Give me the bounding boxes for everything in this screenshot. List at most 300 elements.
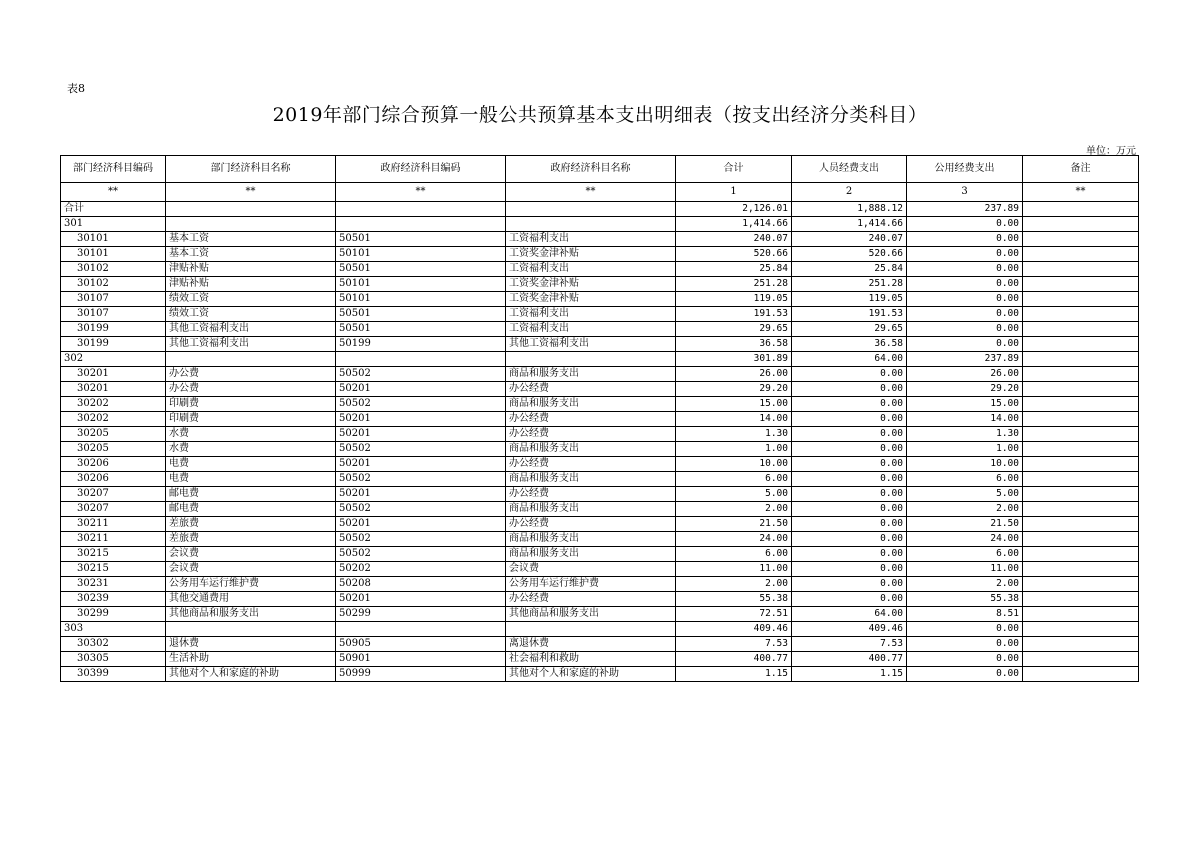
- remark-cell: [1023, 307, 1139, 322]
- total-cell: 11.00: [676, 562, 792, 577]
- dept-code-cell: 30101: [61, 232, 166, 247]
- dept-code-cell: 30202: [61, 412, 166, 427]
- gov-name-cell: 离退休费: [506, 637, 676, 652]
- dept-name-cell: 津贴补贴: [166, 277, 336, 292]
- remark-cell: [1023, 607, 1139, 622]
- dept-name-cell: 会议费: [166, 547, 336, 562]
- gov-name-cell: 工资福利支出: [506, 322, 676, 337]
- table-row: [61, 547, 1139, 562]
- total-cell: 15.00: [676, 397, 792, 412]
- index-cell: **: [506, 183, 676, 202]
- table-row: [61, 517, 1139, 532]
- public-cell: 6.00: [907, 547, 1023, 562]
- dept-code-cell: 30231: [61, 577, 166, 592]
- total-cell: 72.51: [676, 607, 792, 622]
- gov-name-cell: 工资奖金津补贴: [506, 292, 676, 307]
- total-cell: 6.00: [676, 547, 792, 562]
- column-header: 部门经济科目名称: [166, 156, 336, 183]
- index-cell: 1: [676, 183, 792, 202]
- public-cell: 6.00: [907, 472, 1023, 487]
- index-cell: 3: [907, 183, 1023, 202]
- total-cell: 25.84: [676, 262, 792, 277]
- gov-name-cell: 会议费: [506, 562, 676, 577]
- gov-code-cell: 50502: [336, 472, 506, 487]
- personnel-cell: 1,888.12: [792, 202, 907, 217]
- public-cell: 0.00: [907, 652, 1023, 667]
- dept-name-cell: 基本工资: [166, 247, 336, 262]
- table-row: [61, 262, 1139, 277]
- gov-code-cell: [336, 352, 506, 367]
- personnel-cell: 0.00: [792, 367, 907, 382]
- personnel-cell: 0.00: [792, 427, 907, 442]
- total-cell: 2.00: [676, 502, 792, 517]
- total-cell: 7.53: [676, 637, 792, 652]
- public-cell: 0.00: [907, 262, 1023, 277]
- dept-name-cell: 印刷费: [166, 397, 336, 412]
- remark-cell: [1023, 487, 1139, 502]
- dept-code-cell: 30399: [61, 667, 166, 682]
- gov-name-cell: [506, 202, 676, 217]
- personnel-cell: 409.46: [792, 622, 907, 637]
- table-row: [61, 217, 1139, 232]
- gov-name-cell: 办公经费: [506, 487, 676, 502]
- dept-name-cell: 绩效工资: [166, 307, 336, 322]
- public-cell: 0.00: [907, 292, 1023, 307]
- remark-cell: [1023, 232, 1139, 247]
- dept-name-cell: 电费: [166, 472, 336, 487]
- total-cell: 520.66: [676, 247, 792, 262]
- dept-code-cell: 30102: [61, 277, 166, 292]
- public-cell: 1.00: [907, 442, 1023, 457]
- gov-code-cell: 50201: [336, 487, 506, 502]
- dept-name-cell: 办公费: [166, 382, 336, 397]
- total-cell: 400.77: [676, 652, 792, 667]
- dept-code-cell: 30201: [61, 382, 166, 397]
- public-cell: 0.00: [907, 247, 1023, 262]
- dept-name-cell: 其他交通费用: [166, 592, 336, 607]
- remark-cell: [1023, 397, 1139, 412]
- gov-name-cell: 办公经费: [506, 592, 676, 607]
- dept-name-cell: 印刷费: [166, 412, 336, 427]
- gov-code-cell: [336, 622, 506, 637]
- dept-code-cell: 30205: [61, 427, 166, 442]
- total-cell: 36.58: [676, 337, 792, 352]
- total-cell: 14.00: [676, 412, 792, 427]
- dept-code-cell: 30102: [61, 262, 166, 277]
- remark-cell: [1023, 322, 1139, 337]
- remark-cell: [1023, 202, 1139, 217]
- gov-name-cell: 工资福利支出: [506, 232, 676, 247]
- public-cell: 237.89: [907, 202, 1023, 217]
- public-cell: 2.00: [907, 502, 1023, 517]
- dept-code-cell: 30302: [61, 637, 166, 652]
- dept-name-cell: 水费: [166, 427, 336, 442]
- index-cell: **: [166, 183, 336, 202]
- dept-name-cell: [166, 217, 336, 232]
- gov-code-cell: 50501: [336, 262, 506, 277]
- dept-name-cell: [166, 352, 336, 367]
- column-header: 合计: [676, 156, 792, 183]
- total-cell: 55.38: [676, 592, 792, 607]
- personnel-cell: 0.00: [792, 382, 907, 397]
- dept-name-cell: 其他工资福利支出: [166, 322, 336, 337]
- table-row: [61, 532, 1139, 547]
- table-row: [61, 382, 1139, 397]
- dept-name-cell: 生活补助: [166, 652, 336, 667]
- public-cell: 10.00: [907, 457, 1023, 472]
- dept-name-cell: [166, 622, 336, 637]
- public-cell: 0.00: [907, 217, 1023, 232]
- gov-code-cell: 50201: [336, 457, 506, 472]
- public-cell: 14.00: [907, 412, 1023, 427]
- remark-cell: [1023, 517, 1139, 532]
- column-header: 备注: [1023, 156, 1139, 183]
- gov-name-cell: 办公经费: [506, 382, 676, 397]
- gov-code-cell: [336, 202, 506, 217]
- remark-cell: [1023, 532, 1139, 547]
- total-cell: 24.00: [676, 532, 792, 547]
- column-header: 政府经济科目编码: [336, 156, 506, 183]
- gov-name-cell: 工资奖金津补贴: [506, 247, 676, 262]
- dept-name-cell: 邮电费: [166, 502, 336, 517]
- personnel-cell: 251.28: [792, 277, 907, 292]
- table-row: [61, 562, 1139, 577]
- remark-cell: [1023, 217, 1139, 232]
- remark-cell: [1023, 652, 1139, 667]
- gov-code-cell: 50201: [336, 427, 506, 442]
- table-row: [61, 292, 1139, 307]
- gov-code-cell: 50502: [336, 442, 506, 457]
- total-cell: 6.00: [676, 472, 792, 487]
- dept-code-cell: 30215: [61, 562, 166, 577]
- table-row: [61, 307, 1139, 322]
- column-header: 部门经济科目编码: [61, 156, 166, 183]
- table-row: [61, 322, 1139, 337]
- dept-code-cell: 30211: [61, 532, 166, 547]
- table-row: [61, 412, 1139, 427]
- public-cell: 26.00: [907, 367, 1023, 382]
- table-row: [61, 277, 1139, 292]
- remark-cell: [1023, 442, 1139, 457]
- table-row: [61, 352, 1139, 367]
- dept-code-cell: 30107: [61, 307, 166, 322]
- public-cell: 0.00: [907, 322, 1023, 337]
- public-cell: 8.51: [907, 607, 1023, 622]
- gov-name-cell: 办公经费: [506, 517, 676, 532]
- dept-code-cell: 30299: [61, 607, 166, 622]
- table-row: [61, 247, 1139, 262]
- index-cell: **: [61, 183, 166, 202]
- dept-code-cell: 30202: [61, 397, 166, 412]
- gov-name-cell: 工资福利支出: [506, 262, 676, 277]
- personnel-cell: 64.00: [792, 607, 907, 622]
- gov-code-cell: 50502: [336, 367, 506, 382]
- table-row: [61, 472, 1139, 487]
- personnel-cell: 240.07: [792, 232, 907, 247]
- table-row: [61, 622, 1139, 637]
- personnel-cell: 0.00: [792, 592, 907, 607]
- total-cell: 21.50: [676, 517, 792, 532]
- personnel-cell: 0.00: [792, 562, 907, 577]
- gov-code-cell: 50501: [336, 322, 506, 337]
- gov-code-cell: 50502: [336, 547, 506, 562]
- remark-cell: [1023, 457, 1139, 472]
- gov-code-cell: 50101: [336, 292, 506, 307]
- dept-code-cell: 30207: [61, 502, 166, 517]
- gov-name-cell: 商品和服务支出: [506, 547, 676, 562]
- index-cell: **: [1023, 183, 1139, 202]
- personnel-cell: 0.00: [792, 577, 907, 592]
- total-cell: 240.07: [676, 232, 792, 247]
- gov-name-cell: 办公经费: [506, 427, 676, 442]
- dept-name-cell: [166, 202, 336, 217]
- dept-code-cell: 30207: [61, 487, 166, 502]
- gov-code-cell: 50999: [336, 667, 506, 682]
- personnel-cell: 0.00: [792, 442, 907, 457]
- gov-name-cell: 商品和服务支出: [506, 502, 676, 517]
- public-cell: 29.20: [907, 382, 1023, 397]
- page-title: 2019年部门综合预算一般公共预算基本支出明细表（按支出经济分类科目）: [272, 104, 928, 126]
- public-cell: 0.00: [907, 667, 1023, 682]
- gov-code-cell: 50202: [336, 562, 506, 577]
- remark-cell: [1023, 367, 1139, 382]
- remark-cell: [1023, 622, 1139, 637]
- dept-name-cell: 津贴补贴: [166, 262, 336, 277]
- dept-name-cell: 其他商品和服务支出: [166, 607, 336, 622]
- public-cell: 0.00: [907, 307, 1023, 322]
- gov-code-cell: [336, 217, 506, 232]
- total-cell: 1.30: [676, 427, 792, 442]
- remark-cell: [1023, 292, 1139, 307]
- table-number-label: 表8: [67, 82, 85, 95]
- dept-code-cell: 30199: [61, 337, 166, 352]
- total-cell: 2,126.01: [676, 202, 792, 217]
- column-header: 公用经费支出: [907, 156, 1023, 183]
- budget-table: [60, 155, 1139, 682]
- unit-label: 单位：万元: [1086, 146, 1136, 157]
- personnel-cell: 0.00: [792, 397, 907, 412]
- index-cell: 2: [792, 183, 907, 202]
- personnel-cell: 0.00: [792, 457, 907, 472]
- gov-name-cell: 其他商品和服务支出: [506, 607, 676, 622]
- gov-name-cell: 工资福利支出: [506, 307, 676, 322]
- remark-cell: [1023, 472, 1139, 487]
- dept-name-cell: 差旅费: [166, 517, 336, 532]
- table-row: [61, 232, 1139, 247]
- table-row: [61, 577, 1139, 592]
- total-cell: 409.46: [676, 622, 792, 637]
- remark-cell: [1023, 352, 1139, 367]
- public-cell: 0.00: [907, 277, 1023, 292]
- dept-name-cell: 退休费: [166, 637, 336, 652]
- gov-name-cell: 社会福利和救助: [506, 652, 676, 667]
- gov-code-cell: 50299: [336, 607, 506, 622]
- remark-cell: [1023, 277, 1139, 292]
- table-row: [61, 487, 1139, 502]
- gov-code-cell: 50501: [336, 307, 506, 322]
- gov-name-cell: 公务用车运行维护费: [506, 577, 676, 592]
- table-row: [61, 502, 1139, 517]
- dept-code-cell: 301: [61, 217, 166, 232]
- public-cell: 15.00: [907, 397, 1023, 412]
- dept-code-cell: 302: [61, 352, 166, 367]
- total-cell: 119.05: [676, 292, 792, 307]
- gov-code-cell: 50201: [336, 382, 506, 397]
- table-row: [61, 442, 1139, 457]
- remark-cell: [1023, 262, 1139, 277]
- gov-code-cell: 50101: [336, 247, 506, 262]
- gov-code-cell: 50502: [336, 397, 506, 412]
- gov-name-cell: 商品和服务支出: [506, 532, 676, 547]
- dept-code-cell: 30206: [61, 457, 166, 472]
- personnel-cell: 119.05: [792, 292, 907, 307]
- dept-code-cell: 30305: [61, 652, 166, 667]
- gov-name-cell: 商品和服务支出: [506, 442, 676, 457]
- gov-code-cell: 50502: [336, 532, 506, 547]
- remark-cell: [1023, 547, 1139, 562]
- public-cell: 0.00: [907, 637, 1023, 652]
- personnel-cell: 1,414.66: [792, 217, 907, 232]
- personnel-cell: 64.00: [792, 352, 907, 367]
- public-cell: 55.38: [907, 592, 1023, 607]
- personnel-cell: 400.77: [792, 652, 907, 667]
- gov-name-cell: 商品和服务支出: [506, 472, 676, 487]
- dept-name-cell: 差旅费: [166, 532, 336, 547]
- dept-code-cell: 合计: [61, 202, 166, 217]
- gov-name-cell: 商品和服务支出: [506, 367, 676, 382]
- public-cell: 0.00: [907, 232, 1023, 247]
- gov-code-cell: 50199: [336, 337, 506, 352]
- table-row: [61, 457, 1139, 472]
- dept-name-cell: 电费: [166, 457, 336, 472]
- dept-code-cell: 30201: [61, 367, 166, 382]
- table-row: [61, 652, 1139, 667]
- remark-cell: [1023, 667, 1139, 682]
- personnel-cell: 7.53: [792, 637, 907, 652]
- table-body: [61, 183, 1139, 682]
- total-cell: 1,414.66: [676, 217, 792, 232]
- personnel-cell: 0.00: [792, 547, 907, 562]
- public-cell: 24.00: [907, 532, 1023, 547]
- public-cell: 21.50: [907, 517, 1023, 532]
- total-cell: 301.89: [676, 352, 792, 367]
- total-cell: 29.20: [676, 382, 792, 397]
- gov-name-cell: [506, 217, 676, 232]
- public-cell: 5.00: [907, 487, 1023, 502]
- public-cell: 11.00: [907, 562, 1023, 577]
- remark-cell: [1023, 427, 1139, 442]
- gov-code-cell: 50101: [336, 277, 506, 292]
- total-cell: 29.65: [676, 322, 792, 337]
- dept-name-cell: 水费: [166, 442, 336, 457]
- public-cell: 2.00: [907, 577, 1023, 592]
- public-cell: 0.00: [907, 622, 1023, 637]
- dept-code-cell: 30215: [61, 547, 166, 562]
- public-cell: 1.30: [907, 427, 1023, 442]
- dept-code-cell: 30199: [61, 322, 166, 337]
- remark-cell: [1023, 577, 1139, 592]
- personnel-cell: 1.15: [792, 667, 907, 682]
- header-row: [61, 156, 1139, 183]
- table-row: [61, 592, 1139, 607]
- column-header: 政府经济科目名称: [506, 156, 676, 183]
- column-header: 人员经费支出: [792, 156, 907, 183]
- table-row: [61, 397, 1139, 412]
- index-row: [61, 183, 1139, 202]
- dept-code-cell: 30206: [61, 472, 166, 487]
- gov-name-cell: 其他工资福利支出: [506, 337, 676, 352]
- dept-code-cell: 30211: [61, 517, 166, 532]
- gov-name-cell: [506, 622, 676, 637]
- dept-name-cell: 绩效工资: [166, 292, 336, 307]
- dept-name-cell: 其他工资福利支出: [166, 337, 336, 352]
- personnel-cell: 0.00: [792, 472, 907, 487]
- gov-code-cell: 50201: [336, 517, 506, 532]
- gov-name-cell: 办公经费: [506, 412, 676, 427]
- personnel-cell: 520.66: [792, 247, 907, 262]
- dept-name-cell: 会议费: [166, 562, 336, 577]
- personnel-cell: 0.00: [792, 532, 907, 547]
- gov-name-cell: 办公经费: [506, 457, 676, 472]
- dept-name-cell: 办公费: [166, 367, 336, 382]
- remark-cell: [1023, 247, 1139, 262]
- dept-code-cell: 30101: [61, 247, 166, 262]
- dept-name-cell: 邮电费: [166, 487, 336, 502]
- total-cell: 251.28: [676, 277, 792, 292]
- table-row: [61, 367, 1139, 382]
- personnel-cell: 29.65: [792, 322, 907, 337]
- table-row: [61, 667, 1139, 682]
- total-cell: 191.53: [676, 307, 792, 322]
- dept-code-cell: 30205: [61, 442, 166, 457]
- gov-name-cell: 其他对个人和家庭的补助: [506, 667, 676, 682]
- gov-code-cell: 50201: [336, 592, 506, 607]
- dept-name-cell: 基本工资: [166, 232, 336, 247]
- dept-name-cell: 其他对个人和家庭的补助: [166, 667, 336, 682]
- dept-code-cell: 30107: [61, 292, 166, 307]
- table-row: [61, 202, 1139, 217]
- total-cell: 1.00: [676, 442, 792, 457]
- personnel-cell: 0.00: [792, 502, 907, 517]
- total-cell: 1.15: [676, 667, 792, 682]
- remark-cell: [1023, 502, 1139, 517]
- total-cell: 26.00: [676, 367, 792, 382]
- public-cell: 237.89: [907, 352, 1023, 367]
- gov-name-cell: [506, 352, 676, 367]
- personnel-cell: 0.00: [792, 517, 907, 532]
- remark-cell: [1023, 637, 1139, 652]
- gov-code-cell: 50905: [336, 637, 506, 652]
- table-row: [61, 337, 1139, 352]
- table-row: [61, 637, 1139, 652]
- total-cell: 5.00: [676, 487, 792, 502]
- table-row: [61, 427, 1139, 442]
- gov-name-cell: 商品和服务支出: [506, 397, 676, 412]
- remark-cell: [1023, 412, 1139, 427]
- personnel-cell: 191.53: [792, 307, 907, 322]
- total-cell: 10.00: [676, 457, 792, 472]
- dept-name-cell: 公务用车运行维护费: [166, 577, 336, 592]
- gov-code-cell: 50502: [336, 502, 506, 517]
- gov-code-cell: 50501: [336, 232, 506, 247]
- remark-cell: [1023, 337, 1139, 352]
- gov-code-cell: 50208: [336, 577, 506, 592]
- total-cell: 2.00: [676, 577, 792, 592]
- gov-name-cell: 工资奖金津补贴: [506, 277, 676, 292]
- index-cell: **: [336, 183, 506, 202]
- remark-cell: [1023, 592, 1139, 607]
- gov-code-cell: 50901: [336, 652, 506, 667]
